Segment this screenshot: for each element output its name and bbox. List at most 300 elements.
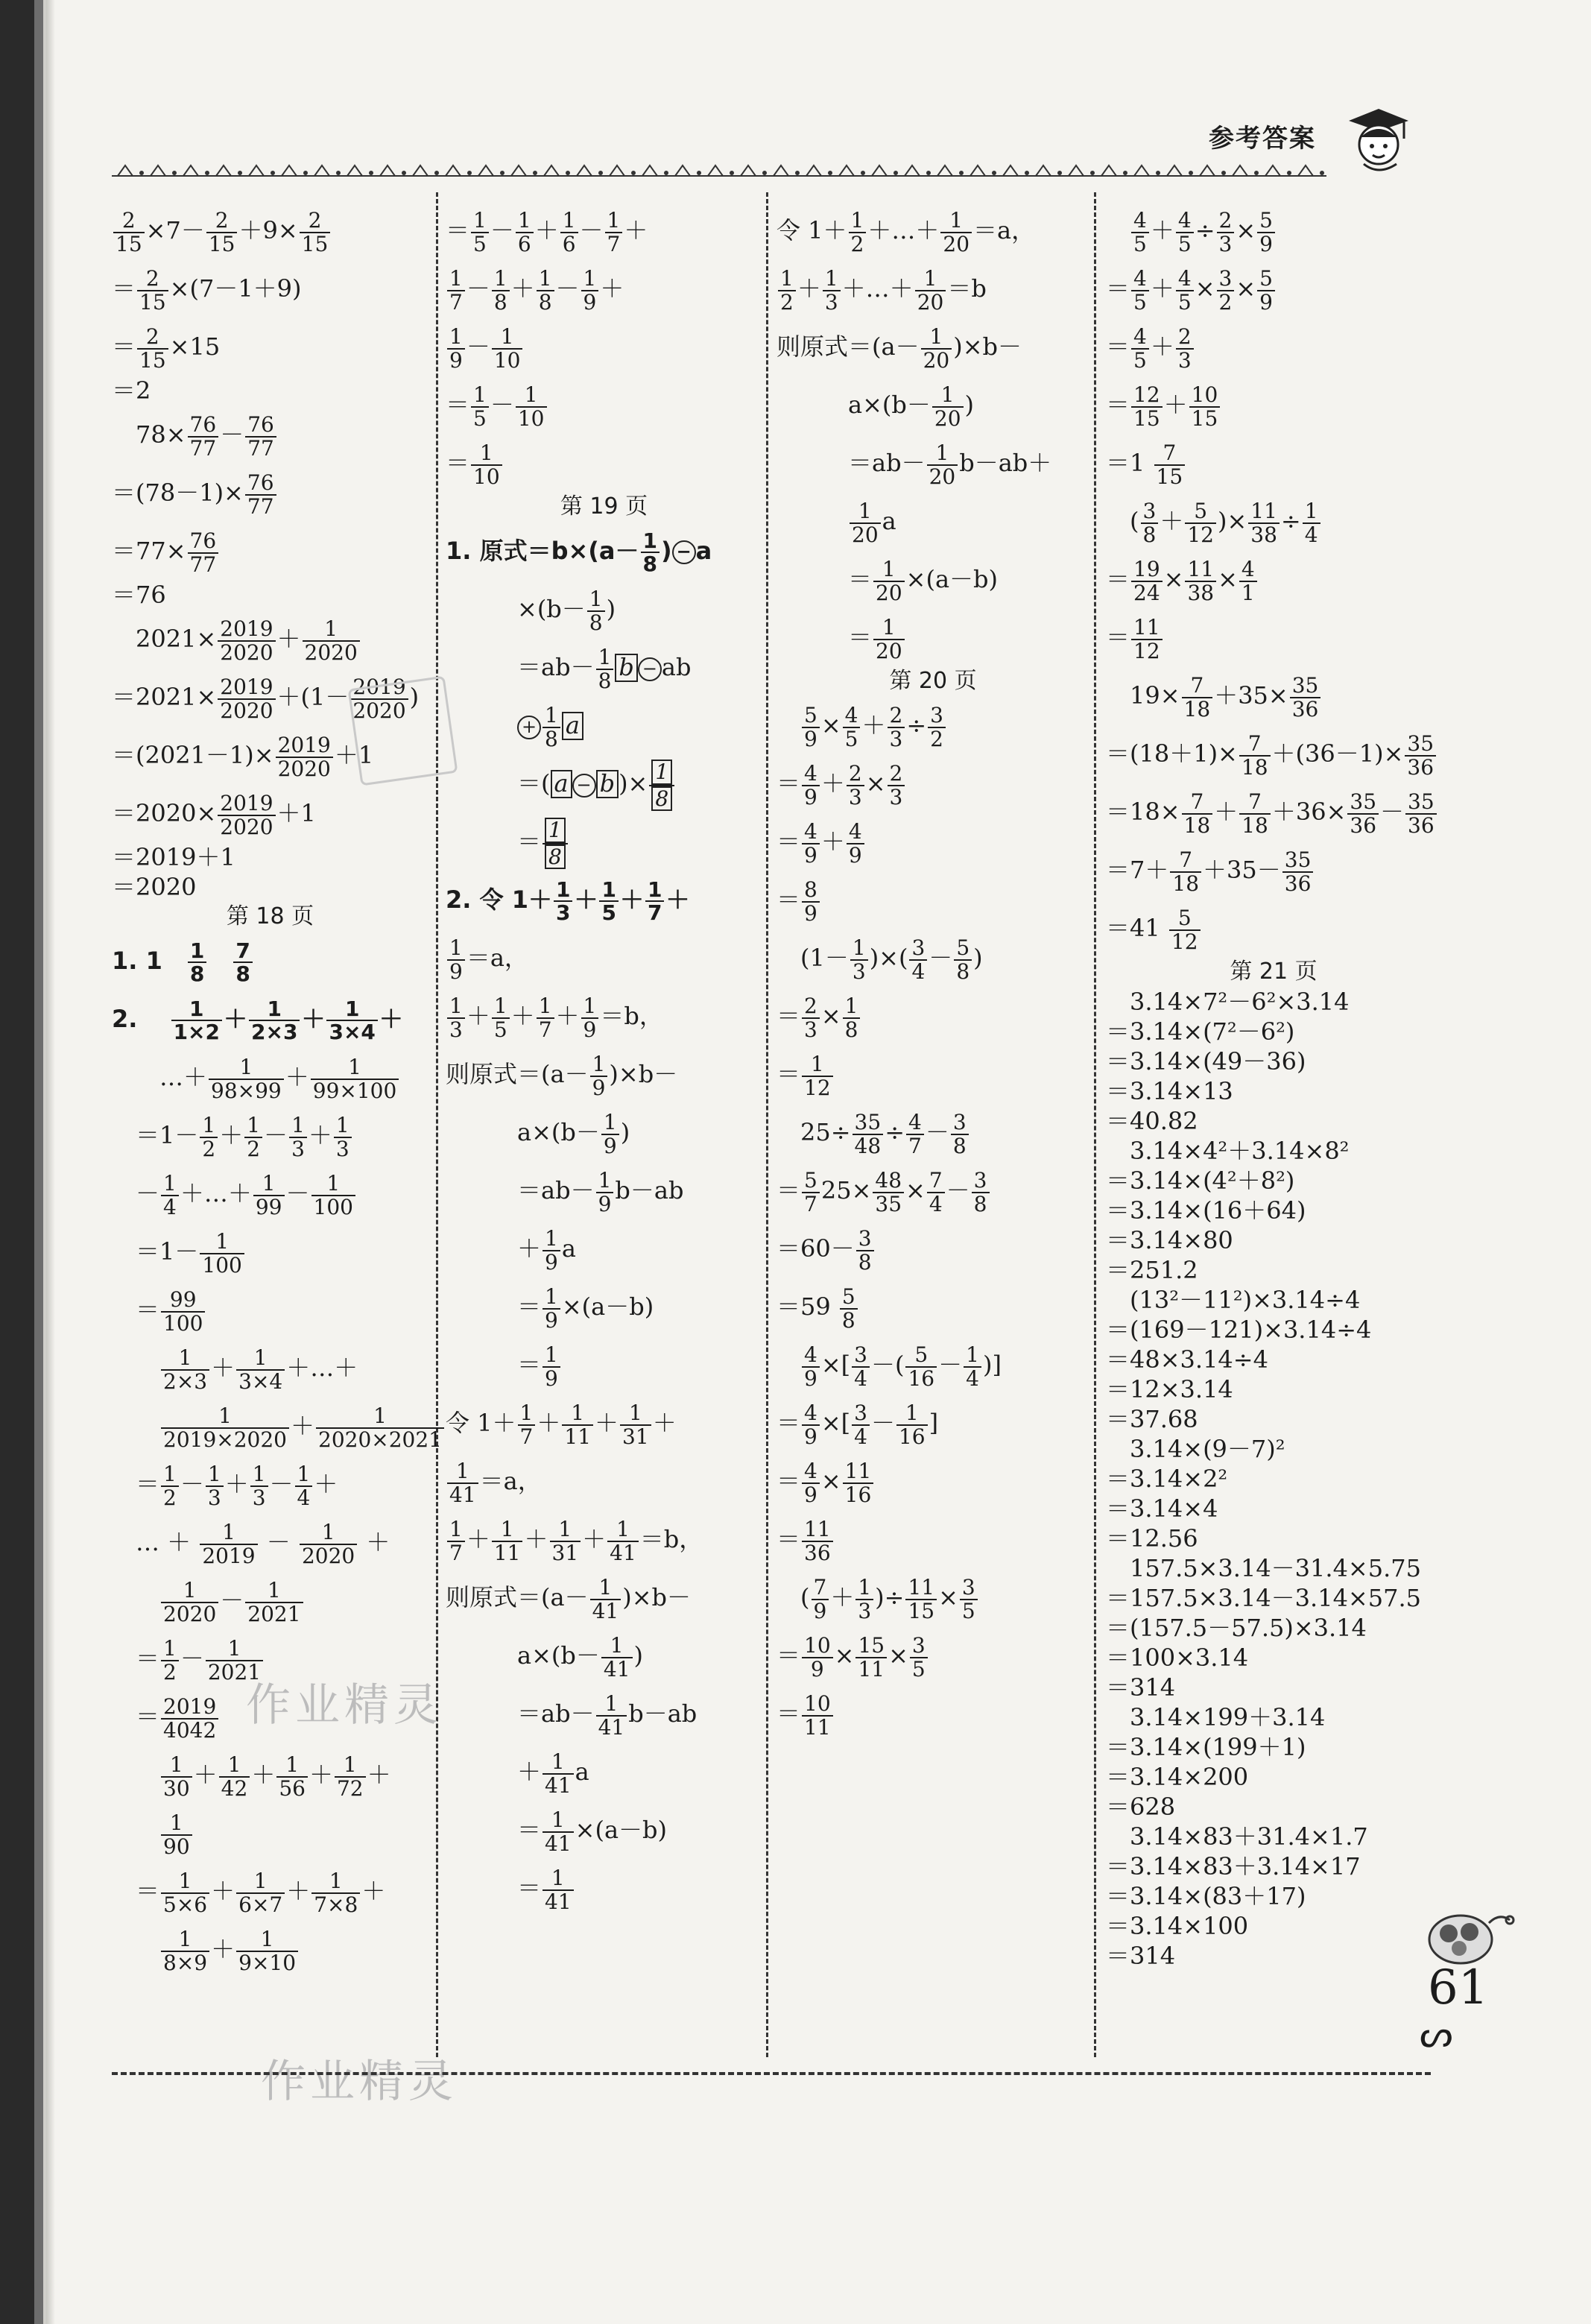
answer-line: $\frac{1}{7}$ ＋ $\frac{1}{11}$ ＋ $\frac{1}{31}$ ＋ $\frac{1}{41}$ ＝b， bbox=[446, 1510, 762, 1568]
fraction: $\frac{3}{5}$ bbox=[910, 1635, 928, 1680]
answer-line: ＝ $\frac{1}{2}$ － $\frac{1}{2021}$ bbox=[112, 1629, 428, 1687]
fraction: $\frac{1}{20}$ bbox=[921, 326, 952, 371]
answer-column-2 bbox=[446, 201, 762, 1917]
answer-line: ＝314 bbox=[1106, 1942, 1176, 1970]
fraction: $\frac{1}{6}$ bbox=[560, 209, 578, 255]
fraction: $\frac{1}{12}$ bbox=[802, 1053, 833, 1099]
answer-line: ＝(2021－1)× $\frac{2019}{2020}$ ＋1 bbox=[112, 733, 374, 781]
fraction: $\frac{1}{99}$ bbox=[253, 1172, 285, 1218]
answer-line: a×(b－ $\frac{1}{20}$ ) bbox=[776, 382, 974, 431]
fraction: $\frac{1}{4}$ bbox=[161, 1172, 179, 1218]
page-edge bbox=[46, 0, 55, 2324]
fraction: $\frac{1}{9}$ bbox=[447, 326, 465, 371]
fraction: $\frac{1}{3}$ bbox=[289, 1114, 307, 1160]
boxed-variable: a bbox=[562, 712, 583, 740]
fraction: $\frac{4}{5}$ bbox=[843, 704, 861, 750]
fraction: $\frac{1}{2\times 3}$ bbox=[161, 1347, 209, 1392]
fraction: $\frac{1}{3}$ bbox=[850, 937, 868, 982]
fraction: $\frac{1}{7\times 8}$ bbox=[311, 1870, 360, 1916]
boxed-variable: a bbox=[551, 770, 572, 798]
fraction: $\frac{99}{100}$ bbox=[161, 1289, 205, 1334]
answer-line: ＝ $\frac{5}{7}$ 25× $\frac{48}{35}$ × $\frac{7}{4}$ － $\frac{3}{8}$ bbox=[776, 1161, 1089, 1219]
book-spine bbox=[0, 0, 46, 2324]
answer-line: ＝ $\frac{1}{41}$ ×(a－b) bbox=[446, 1807, 668, 1856]
fraction: $\frac{1}{5}$ bbox=[471, 384, 489, 429]
fraction: $\frac{11}{38}$ bbox=[1248, 500, 1280, 546]
fraction: $\frac{1}{9}$ bbox=[543, 1344, 560, 1389]
answer-line: ＝ $\frac{1}{5}$ － $\frac{1}{6}$ ＋ $\frac{1}{6}$ － $\frac{1}{7}$ ＋ bbox=[446, 208, 648, 256]
fraction: $\frac{5}{12}$ bbox=[1185, 500, 1216, 546]
fraction: $\frac{1}{41}$ bbox=[596, 1693, 627, 1738]
answer-line: ＝3.14×(7²－6²) bbox=[1106, 1017, 1295, 1046]
answer-line: ＝1－ $\frac{1}{100}$ bbox=[112, 1222, 428, 1281]
fraction: $\frac{1}{99\times 100}$ bbox=[311, 1056, 399, 1102]
answer-line: ( $\frac{7}{9}$ ＋ $\frac{1}{3}$ )÷ $\frac{11}{15}$ × $\frac{3}{5}$ bbox=[776, 1568, 1089, 1626]
fraction: $\frac{1}{2021}$ bbox=[245, 1579, 303, 1625]
answer-line: $\frac{1}{30}$ ＋ $\frac{1}{42}$ ＋ $\frac{1}{56}$ ＋ $\frac{1}{72}$ ＋ bbox=[112, 1746, 428, 1804]
answer-line: ＝ $\frac{1}{41}$ bbox=[446, 1859, 762, 1917]
answer-line: …＋ $\frac{1}{98\times 99}$ ＋ $\frac{1}{99\times 100}$ bbox=[112, 1048, 428, 1106]
answer-line: ＝77× $\frac{76}{77}$ bbox=[112, 522, 428, 580]
fraction: $\frac{1}{20}$ bbox=[873, 558, 905, 604]
fraction: $\frac{1}{9}$ bbox=[543, 1228, 560, 1273]
fraction: $\frac{5}{16}$ bbox=[905, 1344, 937, 1389]
flower-mascot-icon bbox=[1416, 1893, 1520, 1968]
answer-line: ＝ $\frac{1}{20}$ bbox=[776, 608, 1089, 666]
fraction: $\frac{1}{1\times 2}$ bbox=[171, 998, 222, 1043]
fraction: $\frac{10}{11}$ bbox=[802, 1693, 833, 1738]
fraction: $\frac{2019}{2020}$ bbox=[218, 792, 275, 838]
fraction: $\frac{35}{36}$ bbox=[1405, 733, 1436, 778]
fraction: $\frac{1}{3}$ bbox=[334, 1114, 352, 1160]
fraction: $\frac{1}{9}$ bbox=[590, 1053, 608, 1099]
fraction: $\frac{1}{2020}$ bbox=[300, 1521, 357, 1567]
page-section-heading: 第 19 页 bbox=[560, 493, 648, 520]
fraction: $\frac{4}{5}$ bbox=[1176, 268, 1194, 313]
fraction: $\frac{1}{6}$ bbox=[516, 209, 534, 255]
answer-line: 1. 1 $\frac{1}{8}$ $\frac{7}{8}$ bbox=[112, 932, 428, 990]
answer-line: 2. $\frac{1}{1\times 2}$ ＋ $\frac{1}{2\times 3}$ ＋ $\frac{1}{3\times 4}$ ＋ bbox=[112, 996, 403, 1044]
answer-line: a×(b－ $\frac{1}{41}$ ) bbox=[446, 1633, 643, 1682]
answer-line: ＝ $\frac{4}{9}$ ×[ $\frac{3}{4}$ － $\frac{1}{16}$ ] bbox=[776, 1401, 939, 1449]
answer-line: ＝ $\frac{1}{10}$ bbox=[446, 434, 762, 492]
answer-line: ＝3.14×13 bbox=[1106, 1077, 1233, 1105]
fraction: $\frac{48}{35}$ bbox=[873, 1169, 904, 1215]
answer-line: ＝ $\frac{4}{5}$ ＋ $\frac{4}{5}$ × $\frac{3}{2}$ × $\frac{5}{9}$ bbox=[1106, 259, 1441, 318]
fraction: $\frac{1}{3}$ bbox=[823, 268, 841, 313]
fraction: $\frac{7}{4}$ bbox=[927, 1169, 945, 1215]
fraction: $\frac{1}{3\times 4}$ bbox=[236, 1347, 285, 1392]
fraction: $\frac{1}{41}$ bbox=[543, 1751, 574, 1796]
fraction: $\frac{1}{8}$ bbox=[188, 940, 206, 985]
fraction: $\frac{1}{10}$ bbox=[492, 326, 523, 371]
answer-line: 78× $\frac{76}{77}$ － $\frac{76}{77}$ bbox=[112, 405, 428, 464]
answer-line: ＋ $\frac{1}{41}$ a bbox=[446, 1749, 589, 1798]
answer-line: 令 1＋ $\frac{1}{7}$ ＋ $\frac{1}{11}$ ＋ $\frac{1}{31}$ ＋ bbox=[446, 1401, 677, 1449]
fraction: $\frac{1}{7}$ bbox=[447, 268, 465, 313]
fraction: $\frac{5}{8}$ bbox=[954, 937, 972, 982]
fraction: $\frac{4}{7}$ bbox=[906, 1111, 924, 1157]
fraction: $\frac{1}{8}$ bbox=[843, 995, 861, 1041]
fraction: $\frac{1}{8}$ bbox=[543, 818, 568, 869]
fraction: $\frac{12}{15}$ bbox=[1131, 384, 1163, 429]
answer-line: ＝ $\frac{1}{8}$ bbox=[446, 812, 762, 871]
answer-line: ＝2021× $\frac{2019}{2020}$ ＋(1－ $\frac{2019}{2020}$ ) bbox=[112, 675, 420, 723]
fraction: $\frac{1}{2\times 3}$ bbox=[249, 998, 300, 1043]
fraction: $\frac{35}{48}$ bbox=[853, 1111, 884, 1157]
fraction: $\frac{1}{5\times 6}$ bbox=[161, 1870, 209, 1916]
answer-line: $\frac{1}{2\times 3}$ ＋ $\frac{1}{3\times 4}$ ＋…＋ bbox=[112, 1339, 428, 1397]
answer-line: ＝(157.5－57.5)×3.14 bbox=[1106, 1614, 1367, 1642]
fraction: $\frac{3}{4}$ bbox=[852, 1344, 870, 1389]
boxed-variable: b bbox=[596, 770, 619, 798]
answer-line: ＝12×3.14 bbox=[1106, 1375, 1233, 1403]
fraction: $\frac{76}{77}$ bbox=[245, 414, 276, 459]
fraction: $\frac{1}{2019\times 2020}$ bbox=[161, 1405, 289, 1450]
fraction: $\frac{7}{18}$ bbox=[1239, 791, 1271, 836]
answer-line: ＝3.14×4 bbox=[1106, 1494, 1218, 1523]
fraction: $\frac{4}{5}$ bbox=[1176, 209, 1194, 255]
column-divider bbox=[766, 192, 768, 2057]
answer-line: $\frac{2}{15}$ ×7－ $\frac{2}{15}$ ＋9× $\frac{2}{15}$ bbox=[112, 201, 428, 259]
fraction: $\frac{1}{8}$ bbox=[596, 646, 614, 692]
answer-line: 则原式＝(a－ $\frac{1}{20}$ )×b－ bbox=[776, 324, 1022, 373]
answer-line: ＝( a − b )× $\frac{1}{8}$ bbox=[446, 754, 762, 812]
fraction: $\frac{1}{10}$ bbox=[471, 442, 502, 487]
fraction: $\frac{1}{20}$ bbox=[873, 616, 905, 662]
fraction: $\frac{1}{3}$ bbox=[554, 879, 572, 924]
fraction: $\frac{3}{2}$ bbox=[1217, 268, 1235, 313]
fraction: $\frac{7}{18}$ bbox=[1182, 675, 1213, 720]
fraction: $\frac{1}{2019}$ bbox=[200, 1521, 257, 1567]
fraction: $\frac{1}{11}$ bbox=[492, 1518, 523, 1564]
answer-line: 157.5×3.14－31.4×5.75 bbox=[1106, 1554, 1421, 1582]
fraction: $\frac{1}{8}$ bbox=[543, 704, 560, 750]
fraction: $\frac{4}{9}$ bbox=[802, 762, 820, 808]
answer-line: 则原式＝(a－ $\frac{1}{41}$ )×b－ bbox=[446, 1575, 692, 1623]
fraction: $\frac{2019}{2020}$ bbox=[276, 734, 333, 780]
answer-line: $\frac{1}{41}$ ＝a， bbox=[446, 1452, 762, 1510]
watermark-stamp bbox=[348, 676, 458, 786]
fraction: $\frac{3}{8}$ bbox=[856, 1228, 874, 1273]
answer-line: ＝2020× $\frac{2019}{2020}$ ＋1 bbox=[112, 791, 316, 839]
answer-line: 令 1＋ $\frac{1}{2}$ ＋…＋ $\frac{1}{20}$ ＝a， bbox=[776, 208, 1036, 256]
fraction: $\frac{1}{3}$ bbox=[206, 1463, 224, 1509]
fraction: $\frac{1}{41}$ bbox=[601, 1635, 633, 1680]
fraction: $\frac{3}{8}$ bbox=[972, 1169, 990, 1215]
fraction: $\frac{1}{8}$ bbox=[492, 268, 510, 313]
answer-line: $\frac{1}{2020}$ － $\frac{1}{2021}$ bbox=[112, 1571, 428, 1629]
fraction: $\frac{2019}{4042}$ bbox=[161, 1696, 218, 1741]
fraction: $\frac{1}{98\times 99}$ bbox=[209, 1056, 284, 1102]
fraction: $\frac{1}{41}$ bbox=[447, 1460, 478, 1506]
answer-line: $\frac{5}{9}$ × $\frac{4}{5}$ ＋ $\frac{2}{3}$ ÷ $\frac{3}{2}$ bbox=[776, 696, 1089, 754]
fraction: $\frac{1}{4}$ bbox=[295, 1463, 313, 1509]
fraction: $\frac{35}{36}$ bbox=[1282, 849, 1314, 894]
fraction: $\frac{7}{15}$ bbox=[1154, 442, 1186, 487]
answer-line: ＝ $\frac{1}{12}$ bbox=[776, 1045, 1089, 1103]
fraction: $\frac{10}{15}$ bbox=[1189, 384, 1221, 429]
answer-line: ＝ $\frac{11}{12}$ bbox=[1106, 608, 1441, 666]
header-ornamental-border bbox=[112, 154, 1326, 183]
answer-line: ＝3.14×100 bbox=[1106, 1912, 1249, 1940]
fraction: $\frac{1}{4}$ bbox=[964, 1344, 981, 1389]
fraction: $\frac{3}{8}$ bbox=[1141, 500, 1159, 546]
fraction: $\frac{1}{31}$ bbox=[550, 1518, 581, 1564]
answer-line: ＝40.82 bbox=[1106, 1107, 1198, 1135]
fraction: $\frac{5}{9}$ bbox=[802, 704, 820, 750]
fraction: $\frac{3}{2}$ bbox=[928, 704, 946, 750]
fraction: $\frac{4}{9}$ bbox=[802, 821, 820, 866]
answer-line: ＝100×3.14 bbox=[1106, 1643, 1249, 1672]
answer-line: ＝ $\frac{8}{9}$ bbox=[776, 871, 1089, 929]
fraction: $\frac{1}{9\times 10}$ bbox=[236, 1928, 298, 1974]
fraction: $\frac{1}{5}$ bbox=[599, 879, 618, 924]
answer-line: (13²－11²)×3.14÷4 bbox=[1106, 1286, 1361, 1314]
answer-line: ＝3.14×(49－36) bbox=[1106, 1047, 1306, 1076]
fraction: $\frac{15}{11}$ bbox=[855, 1635, 887, 1680]
fraction: $\frac{1}{9}$ bbox=[543, 1286, 560, 1331]
fraction: $\frac{3}{8}$ bbox=[951, 1111, 969, 1157]
answer-line: ＝ $\frac{2}{15}$ ×15 bbox=[112, 324, 221, 373]
fraction: $\frac{7}{18}$ bbox=[1170, 849, 1201, 894]
fraction: $\frac{7}{8}$ bbox=[233, 940, 252, 985]
answer-line: ＝12.56 bbox=[1106, 1524, 1198, 1553]
corner-curl-icon: ᔕ bbox=[1420, 2012, 1453, 2056]
answer-line: ＝7＋ $\frac{7}{18}$ ＋35－ $\frac{35}{36}$ bbox=[1106, 841, 1441, 899]
answer-line: ( $\frac{3}{8}$ ＋ $\frac{5}{12}$ )× $\frac{11}{38}$ ÷ $\frac{1}{4}$ bbox=[1106, 492, 1441, 550]
fraction: $\frac{1}{5}$ bbox=[471, 209, 489, 255]
answer-line: $\frac{1}{9}$ ＝a， bbox=[446, 929, 762, 987]
fraction: $\frac{4}{9}$ bbox=[847, 821, 864, 866]
fraction: $\frac{1}{30}$ bbox=[161, 1754, 192, 1799]
fraction: $\frac{1}{9}$ bbox=[581, 995, 599, 1041]
answer-line: ＝3.14×(199＋1) bbox=[1106, 1733, 1306, 1761]
answer-line: ＝37.68 bbox=[1106, 1405, 1198, 1433]
answer-line: $\frac{4}{9}$ ×[ $\frac{3}{4}$ －( $\frac{5}{16}$ － $\frac{1}{4}$ )] bbox=[776, 1336, 1089, 1394]
fraction: $\frac{4}{9}$ bbox=[802, 1402, 820, 1447]
circled-minus-icon: − bbox=[638, 657, 662, 681]
page-section-heading: 第 21 页 bbox=[1230, 959, 1318, 985]
answer-line: $\frac{1}{7}$ － $\frac{1}{8}$ ＋ $\frac{1}{8}$ － $\frac{1}{9}$ ＋ bbox=[446, 259, 762, 318]
answer-line: ＝157.5×3.14－3.14×57.5 bbox=[1106, 1584, 1421, 1612]
fraction: $\frac{5}{7}$ bbox=[802, 1169, 820, 1215]
answer-line: ＋ $\frac{1}{9}$ a bbox=[446, 1226, 576, 1275]
answer-line: ＝ $\frac{4}{5}$ ＋ $\frac{2}{3}$ bbox=[1106, 318, 1441, 376]
fraction: $\frac{3}{5}$ bbox=[960, 1576, 978, 1622]
fraction: $\frac{1}{100}$ bbox=[200, 1231, 244, 1276]
answer-line: ＝59 $\frac{5}{8}$ bbox=[776, 1278, 1089, 1336]
answer-line: ＝ $\frac{2}{3}$ × $\frac{1}{8}$ bbox=[776, 987, 1089, 1045]
fraction: $\frac{35}{36}$ bbox=[1290, 675, 1321, 720]
answer-line: ＝18× $\frac{7}{18}$ ＋ $\frac{7}{18}$ ＋36× $\frac{35}{36}$ － $\frac{35}{36}$ bbox=[1106, 783, 1441, 841]
answer-line: ＝(78－1)× $\frac{76}{77}$ bbox=[112, 464, 428, 522]
answer-line: ＝ $\frac{11}{36}$ bbox=[776, 1510, 1089, 1568]
answer-line: ＝ab－ $\frac{1}{8}$ b − ab bbox=[446, 645, 692, 693]
answer-line: $\frac{1}{20}$ a bbox=[776, 492, 1089, 550]
fraction: $\frac{2019}{2020}$ bbox=[218, 676, 275, 721]
fraction: $\frac{1}{16}$ bbox=[896, 1402, 928, 1447]
fraction: $\frac{1}{20}$ bbox=[915, 268, 946, 313]
fraction: $\frac{4}{5}$ bbox=[1131, 209, 1149, 255]
answer-line: ＝48×3.14÷4 bbox=[1106, 1345, 1268, 1374]
fraction: $\frac{1}{4}$ bbox=[1303, 500, 1320, 546]
fraction: $\frac{1}{3\times 4}$ bbox=[326, 998, 377, 1043]
answer-line: 3.14×(9－7)² bbox=[1106, 1435, 1285, 1463]
answer-line: ＝314 bbox=[1106, 1673, 1176, 1702]
fraction: $\frac{76}{77}$ bbox=[188, 414, 219, 459]
fraction: $\frac{1}{41}$ bbox=[543, 1809, 574, 1854]
header-title: 参考答案 bbox=[1209, 124, 1316, 154]
answer-line: ＝3.14×(83＋17) bbox=[1106, 1882, 1306, 1910]
fraction: $\frac{2}{15}$ bbox=[137, 268, 168, 313]
fraction: $\frac{1}{2}$ bbox=[849, 209, 867, 255]
fraction: $\frac{1}{10}$ bbox=[516, 384, 547, 429]
fraction: $\frac{2}{15}$ bbox=[300, 209, 331, 255]
fraction: $\frac{1}{6\times 7}$ bbox=[236, 1870, 285, 1916]
fraction: $\frac{76}{77}$ bbox=[188, 530, 219, 575]
fraction: $\frac{2019}{2020}$ bbox=[218, 618, 275, 663]
answer-line: (1－ $\frac{1}{3}$ )×( $\frac{3}{4}$ － $\frac{5}{8}$ ) bbox=[776, 935, 983, 984]
fraction: $\frac{7}{9}$ bbox=[812, 1576, 829, 1622]
answer-line: ＝2 bbox=[112, 376, 151, 405]
answer-line: ＝ $\frac{19}{24}$ × $\frac{11}{38}$ × $\frac{4}{1}$ bbox=[1106, 550, 1441, 608]
answer-line: ＝ab－ $\frac{1}{9}$ b－ab bbox=[446, 1168, 684, 1216]
fraction: $\frac{1}{7}$ bbox=[537, 995, 554, 1041]
fraction: $\frac{4}{1}$ bbox=[1239, 558, 1257, 604]
answer-line: $\frac{1}{8\times 9}$ ＋ $\frac{1}{9\times 10}$ bbox=[112, 1920, 428, 1978]
answer-line: 1. 原式＝b×(a－ $\frac{1}{8}$ ) − a bbox=[446, 528, 712, 576]
fraction: $\frac{4}{9}$ bbox=[802, 1344, 820, 1389]
answer-line: $\frac{1}{2019\times 2020}$ ＋ $\frac{1}{2020\times 2021}$ bbox=[112, 1397, 428, 1455]
answer-line: 19× $\frac{7}{18}$ ＋35× $\frac{35}{36}$ bbox=[1106, 666, 1441, 724]
footer-dashed-line bbox=[112, 2072, 1431, 2075]
fraction: $\frac{1}{2}$ bbox=[244, 1114, 262, 1160]
fraction: $\frac{1}{41}$ bbox=[607, 1518, 639, 1564]
watermark-text: 作业精灵 bbox=[246, 1679, 443, 1731]
fraction: $\frac{1}{3}$ bbox=[447, 995, 465, 1041]
answer-line: 25÷ $\frac{35}{48}$ ÷ $\frac{4}{7}$ － $\frac{3}{8}$ bbox=[776, 1103, 1089, 1161]
fraction: $\frac{1}{90}$ bbox=[161, 1812, 192, 1857]
fraction: $\frac{3}{4}$ bbox=[909, 937, 927, 982]
fraction: $\frac{1}{2020}$ bbox=[303, 618, 360, 663]
answer-line: ＝ab－ $\frac{1}{41}$ b－ab bbox=[446, 1691, 698, 1740]
fraction: $\frac{2}{3}$ bbox=[847, 762, 864, 808]
circled-plus-icon: + bbox=[517, 716, 541, 739]
fraction: $\frac{2}{3}$ bbox=[888, 704, 905, 750]
fraction: $\frac{1}{20}$ bbox=[940, 209, 972, 255]
fraction: $\frac{1}{9}$ bbox=[596, 1169, 614, 1215]
fraction: $\frac{1}{56}$ bbox=[276, 1754, 308, 1799]
fraction: $\frac{1}{41}$ bbox=[543, 1867, 574, 1913]
answer-line: ＝ $\frac{4}{9}$ × $\frac{11}{16}$ bbox=[776, 1452, 1089, 1510]
answer-line: ＝ $\frac{2}{15}$ ×(7－1＋9) bbox=[112, 266, 302, 315]
fraction: $\frac{5}{8}$ bbox=[840, 1286, 858, 1331]
answer-line: 3.14×7²－6²×3.14 bbox=[1106, 988, 1350, 1016]
fraction: $\frac{2}{3}$ bbox=[1217, 209, 1235, 255]
fraction: $\frac{1}{8}$ bbox=[649, 760, 674, 811]
watermark-text: 作业精灵 bbox=[261, 2056, 458, 2108]
answer-line: ＝(169－121)×3.14÷4 bbox=[1106, 1316, 1372, 1344]
circled-minus-icon: − bbox=[672, 540, 696, 564]
fraction: $\frac{1}{31}$ bbox=[620, 1402, 651, 1447]
answer-line: ＝76 bbox=[112, 581, 166, 609]
fraction: $\frac{1}{100}$ bbox=[311, 1172, 355, 1218]
fraction: $\frac{7}{18}$ bbox=[1182, 791, 1213, 836]
answer-line bbox=[112, 1804, 428, 1862]
column-divider bbox=[1094, 192, 1096, 2057]
answer-line: 3.14×4²＋3.14×8² bbox=[1106, 1137, 1350, 1165]
fraction: $\frac{1}{20}$ bbox=[927, 442, 958, 487]
fraction: $\frac{2}{15}$ bbox=[137, 326, 168, 371]
answer-line: a×(b－ $\frac{1}{9}$ ) bbox=[446, 1110, 630, 1158]
fraction: $\frac{1}{3}$ bbox=[855, 1576, 873, 1622]
fraction: $\frac{1}{7}$ bbox=[645, 879, 664, 924]
fraction: $\frac{11}{36}$ bbox=[802, 1518, 833, 1564]
fraction: $\frac{35}{36}$ bbox=[1347, 791, 1379, 836]
answer-line: ＝ $\frac{1}{5\times 6}$ ＋ $\frac{1}{6\times 7}$ ＋ $\frac{1}{7\times 8}$ ＋ bbox=[112, 1869, 386, 1917]
fraction: $\frac{11}{15}$ bbox=[905, 1576, 937, 1622]
answer-line: $\frac{1}{9}$ － $\frac{1}{10}$ bbox=[446, 318, 762, 376]
fraction: $\frac{1}{20}$ bbox=[932, 384, 964, 429]
fraction: $\frac{1}{9}$ bbox=[447, 937, 465, 982]
answer-line: － $\frac{1}{4}$ ＋…＋ $\frac{1}{99}$ － $\frac{1}{100}$ bbox=[112, 1164, 428, 1222]
fraction: $\frac{2019}{2020}$ bbox=[350, 676, 408, 721]
circled-minus-icon: − bbox=[572, 774, 596, 798]
answer-line: ＝ $\frac{12}{15}$ ＋ $\frac{10}{15}$ bbox=[1106, 376, 1441, 434]
fraction: $\frac{35}{36}$ bbox=[1405, 791, 1437, 836]
mascot-graduate-icon bbox=[1334, 98, 1416, 180]
fraction: $\frac{1}{41}$ bbox=[590, 1576, 621, 1622]
fraction: $\frac{1}{20}$ bbox=[850, 500, 881, 546]
fraction: $\frac{2}{3}$ bbox=[802, 995, 820, 1041]
fraction: $\frac{1}{2}$ bbox=[161, 1638, 179, 1683]
fraction: $\frac{1}{7}$ bbox=[605, 209, 623, 255]
answer-line: ＝3.14×83＋3.14×17 bbox=[1106, 1852, 1361, 1881]
fraction: $\frac{1}{2020}$ bbox=[161, 1579, 218, 1625]
fraction: $\frac{1}{2021}$ bbox=[206, 1638, 263, 1683]
fraction: $\frac{3}{4}$ bbox=[852, 1402, 870, 1447]
page-section-heading: 第 20 页 bbox=[889, 668, 977, 694]
fraction: $\frac{2}{3}$ bbox=[1176, 326, 1194, 371]
answer-line: ＝ $\frac{1}{20}$ ×(a－b) bbox=[776, 557, 999, 605]
answer-line: ＝2020 bbox=[112, 873, 197, 901]
answer-column-3 bbox=[776, 201, 1089, 1743]
boxed-variable: b bbox=[615, 654, 637, 682]
fraction: $\frac{1}{9}$ bbox=[601, 1111, 619, 1157]
answer-line: ＝3.14×80 bbox=[1106, 1226, 1233, 1254]
fraction: $\frac{2}{3}$ bbox=[888, 762, 905, 808]
answer-line: ＝3.14×2² bbox=[1106, 1465, 1228, 1493]
answer-line: ＝1 $\frac{7}{15}$ bbox=[1106, 434, 1441, 492]
fraction: $\frac{7}{18}$ bbox=[1239, 733, 1271, 778]
answer-line: ＝41 $\frac{5}{12}$ bbox=[1106, 899, 1441, 957]
answer-line: ＝ $\frac{1}{9}$ ×(a－b) bbox=[446, 1284, 654, 1333]
fraction: $\frac{1}{3}$ bbox=[250, 1463, 268, 1509]
answer-line: $\frac{4}{5}$ ＋ $\frac{4}{5}$ ÷ $\frac{2}{3}$ × $\frac{5}{9}$ bbox=[1106, 201, 1441, 259]
fraction: $\frac{1}{2020\times 2021}$ bbox=[316, 1405, 444, 1450]
answer-line: ＝ $\frac{2019}{4042}$ bbox=[112, 1687, 428, 1746]
answer-line: ＝251.2 bbox=[1106, 1256, 1198, 1284]
answer-line: ＝3.14×(16＋64) bbox=[1106, 1196, 1306, 1225]
fraction: $\frac{1}{11}$ bbox=[562, 1402, 593, 1447]
fraction: $\frac{1}{2}$ bbox=[161, 1463, 179, 1509]
answer-line: ＝ $\frac{4}{9}$ ＋ $\frac{4}{9}$ bbox=[776, 812, 1089, 871]
answer-line: ＝628 bbox=[1106, 1793, 1176, 1821]
fraction: $\frac{11}{12}$ bbox=[1131, 616, 1163, 662]
answer-line: ＝ $\frac{4}{9}$ ＋ $\frac{2}{3}$ × $\frac{2}{3}$ bbox=[776, 754, 1089, 812]
answer-line: 3.14×199＋3.14 bbox=[1106, 1703, 1326, 1731]
